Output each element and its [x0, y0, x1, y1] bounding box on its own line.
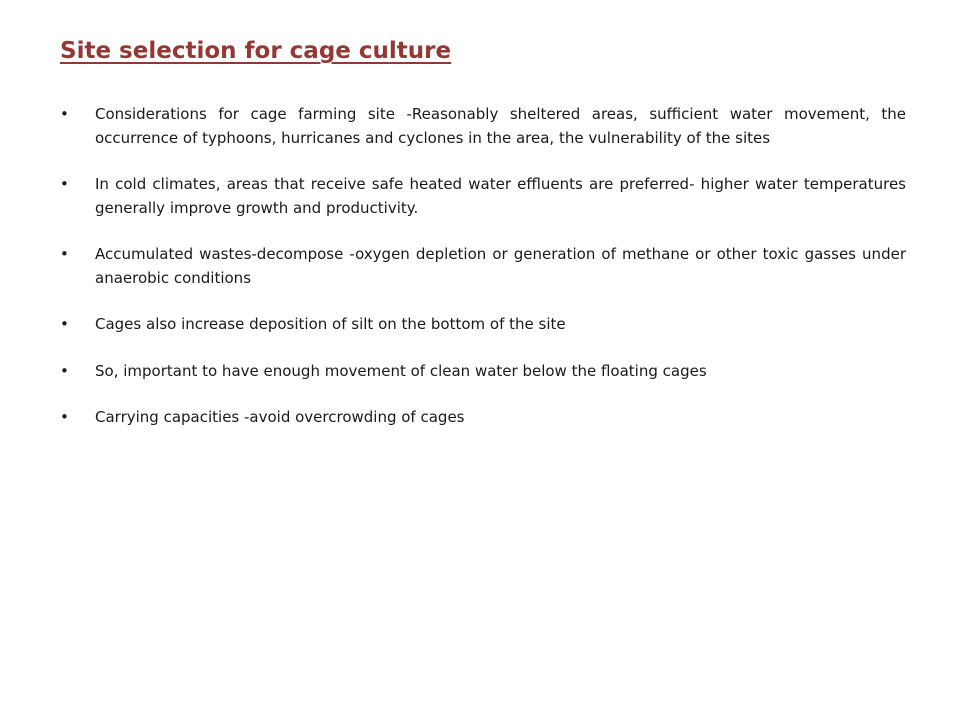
bullet-icon: •	[60, 175, 69, 193]
bullet-item	[60, 173, 906, 220]
bullet-item	[60, 406, 906, 430]
bullet-icon: •	[60, 315, 69, 333]
bullet-icon: •	[60, 245, 69, 263]
bullet-item	[60, 243, 906, 290]
bullet-text: Carrying capacities -avoid overcrowding of cages	[95, 408, 465, 426]
bullet-item	[60, 313, 906, 337]
bullet-text: In cold climates, areas that receive safe heated water effluents are preferred- higher water temperatures generally improve growth and productivity.	[95, 175, 906, 217]
bullet-text: Cages also increase deposition of silt on the bottom of the site	[95, 315, 566, 333]
bullet-text: Considerations for cage farming site -Reasonably sheltered areas, sufficient water movement, the occurrence of typhoons, hurricanes and cyclones in the area, the vulnerability of the sites	[95, 105, 906, 147]
bullet-list	[60, 103, 906, 430]
bullet-icon: •	[60, 408, 69, 426]
bullet-item	[60, 360, 906, 384]
bullet-icon: •	[60, 361, 69, 380]
bullet-text: Accumulated wastes-decompose -oxygen depletion or generation of methane or other toxic gasses under anaerobic conditions	[95, 245, 906, 287]
bullet-icon: •	[60, 105, 69, 123]
slide-title: Site selection for cage culture	[60, 38, 452, 64]
bullet-item	[60, 103, 906, 150]
bullet-text: So, important to have enough movement of clean water below the floating cages	[95, 361, 707, 380]
